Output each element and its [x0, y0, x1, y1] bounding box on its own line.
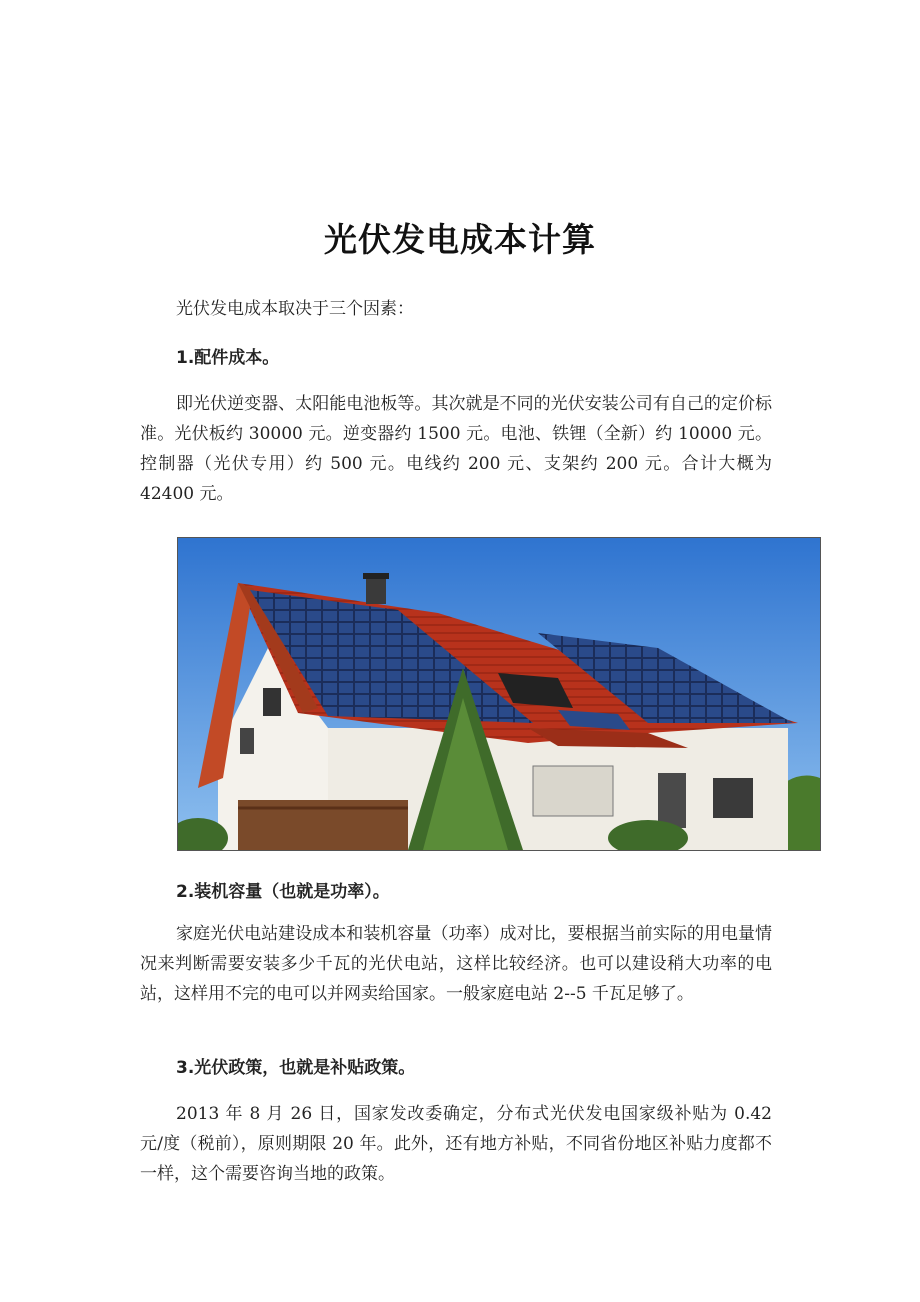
section-1-body: 即光伏逆变器、太阳能电池板等。其次就是不同的光伏安装公司有自己的定价标准。光伏板约 30000 元。逆变器约 1500 元。电池、铁锂（全新）约 10000 元。控制器（光伏专用）约 500 元。电线约 200 元、支架约 200 元。合计大概为 42400 元。: [140, 394, 772, 504]
page-title: 光伏发电成本计算: [324, 220, 596, 259]
section-3-heading: 3.光伏政策，也就是补贴政策。: [176, 1058, 416, 1078]
section-1-heading: 1.配件成本。: [176, 348, 280, 368]
solar-house-photo: [177, 537, 821, 851]
intro-paragraph: 光伏发电成本取决于三个因素：: [176, 299, 414, 319]
section-2-heading: 2.装机容量（也就是功率）。: [176, 882, 390, 902]
section-2-body: 家庭光伏电站建设成本和装机容量（功率）成对比，要根据当前实际的用电量情况来判断需要安装多少千瓦的光伏电站，这样比较经济。也可以建设稍大功率的电站，这样用不完的电可以并网卖给国家。一般家庭电站 2--5 千瓦足够了。: [140, 924, 772, 1004]
section-3-body: 2013 年 8 月 26 日，国家发改委确定，分布式光伏发电国家级补贴为 0.42 元/度（税前），原则期限 20 年。此外，还有地方补贴，不同省份地区补贴力度都不一样，这个需要咨询当地的政策。: [140, 1104, 772, 1184]
